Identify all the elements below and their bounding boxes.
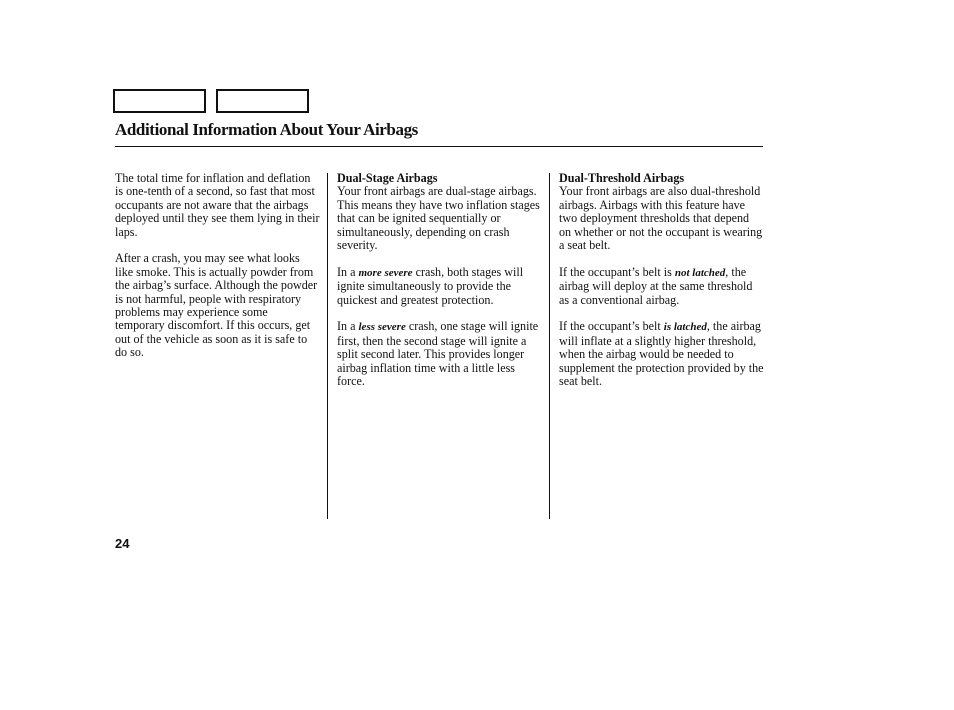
column-2 [337, 172, 542, 402]
col3-paragraph-1: Your front airbags are also dual-threshold airbags. Airbags with this feature have two deployment thresholds that depend on whether or not the occupant is wearing a seat belt. [559, 184, 763, 253]
column-3 [559, 172, 764, 402]
col2-paragraph-2: In a more severe crash, both stages will ignite simultaneously to provide the quickest and greatest protection. [337, 264, 524, 307]
page-title: Additional Information About Your Airbags [115, 120, 418, 139]
emphasis-is-latched: is latched [663, 321, 707, 334]
emphasis-not-latched: not latched [674, 266, 726, 279]
dual-threshold-heading: Dual-Threshold Airbags [559, 171, 685, 185]
col2-paragraph-3: In a less severe crash, one stage will ignite first, then the second stage will ignite a split second later. This provides longer airbag inflation time with a little less force. [337, 319, 539, 389]
col1-paragraph-2: After a crash, you may see what looks like smoke. This is actually powder from the airbag’s surface. Although the powder is not harmful, people with respiratory problems may experience some temporary discomfort. If this occurs, get out of the vehicle as soon as it is safe to do so. [115, 251, 318, 360]
column-divider-1 [327, 173, 328, 519]
title-rule [115, 146, 763, 147]
dual-stage-heading: Dual-Stage Airbags [337, 171, 438, 185]
column-1 [115, 172, 320, 373]
col3-paragraph-3: If the occupant’s belt is latched, the airbag will inflate at a slightly higher threshold, when the airbag would be needed to supplement the protection provided by the seat belt. [559, 319, 764, 389]
emphasis-less-severe: less severe [358, 321, 406, 334]
page-number: 24 [115, 536, 130, 551]
nav-button-2[interactable] [216, 89, 309, 113]
nav-button-1[interactable] [113, 89, 206, 113]
emphasis-more-severe: more severe [358, 266, 413, 279]
column-divider-2 [549, 173, 550, 519]
col1-paragraph-1: The total time for inflation and deflation is one-tenth of a second, so fast that most occupants are not aware that the airbags deployed until they see them lying in their laps. [115, 171, 320, 239]
col3-paragraph-2: If the occupant’s belt is not latched, the airbag will deploy at the same threshold as a conventional airbag. [559, 264, 753, 307]
col2-paragraph-1: Your front airbags are dual-stage airbags. This means they have two inflation stages that can be ignited sequentially or simultaneously, depending on crash severity. [337, 184, 540, 253]
